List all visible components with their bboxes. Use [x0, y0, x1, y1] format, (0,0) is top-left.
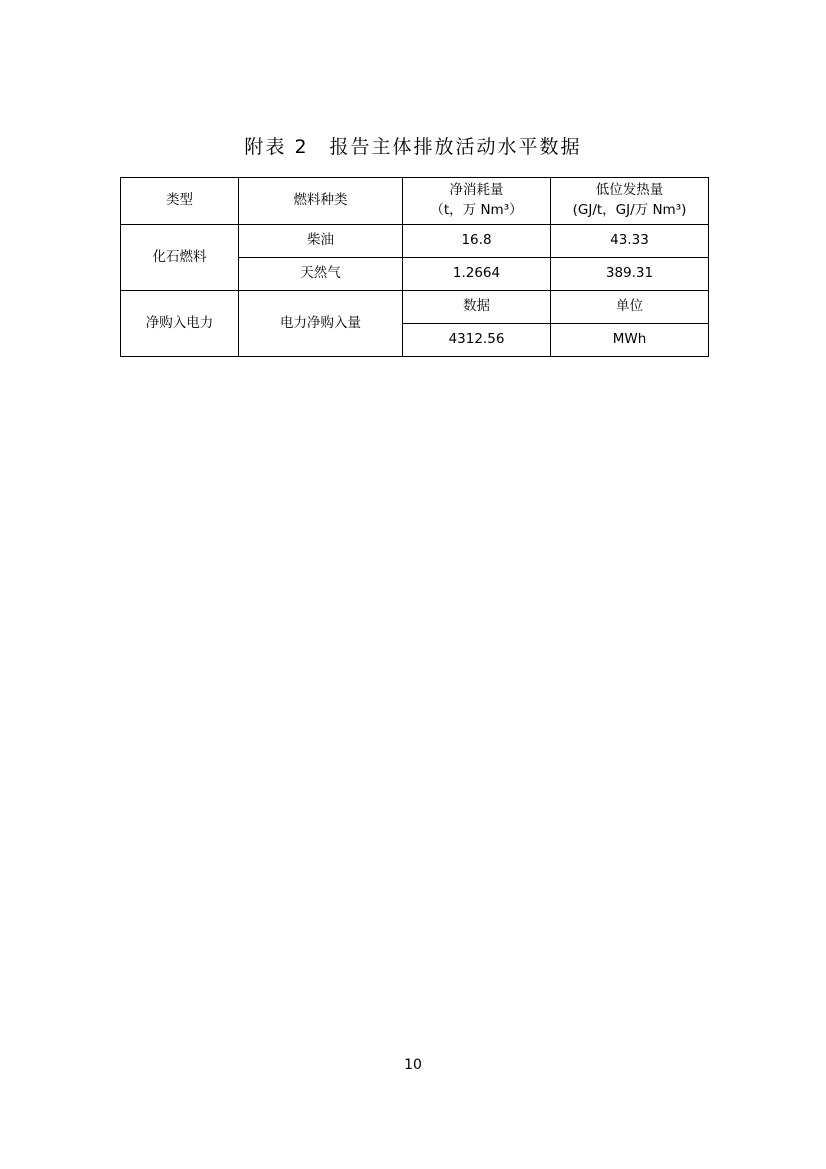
header-lower-heating-line1: 低位发热量	[595, 182, 664, 199]
row-group-fossil-fuel: 化石燃料	[121, 225, 239, 291]
emission-activity-table	[120, 177, 709, 357]
page-title: 附表 2 报告主体排放活动水平数据	[244, 136, 582, 158]
header-fuel-kind: 燃料种类	[239, 178, 403, 225]
page-number: 10	[404, 1057, 422, 1073]
header-lower-heating-line2: (GJ/t，GJ/万 Nm³)	[572, 202, 687, 218]
header-net-consumption-line1: 净消耗量	[449, 182, 504, 199]
header-lower-heating-value	[551, 178, 709, 225]
header-net-consumption-line2: （t，万 Nm³）	[430, 202, 523, 218]
emission-activity-table-wrap	[120, 177, 708, 357]
header-type: 类型	[121, 178, 239, 225]
cell-fuel-natural-gas: 天然气	[239, 258, 403, 291]
cell-heat-diesel: 43.33	[551, 225, 709, 258]
table-row	[121, 225, 709, 258]
cell-electricity-unit: MWh	[551, 324, 709, 357]
cell-fuel-diesel: 柴油	[239, 225, 403, 258]
cell-amount-diesel: 16.8	[403, 225, 551, 258]
cell-heat-natural-gas: 389.31	[551, 258, 709, 291]
table-row	[121, 291, 709, 324]
header-net-consumption	[403, 178, 551, 225]
cell-electricity-unit-header: 单位	[551, 291, 709, 324]
table-header-row	[121, 178, 709, 225]
row-group-net-purchased-electricity: 净购入电力	[121, 291, 239, 357]
cell-electricity-data-header: 数据	[403, 291, 551, 324]
cell-electricity-net-purchase-label: 电力净购入量	[239, 291, 403, 357]
cell-electricity-value: 4312.56	[403, 324, 551, 357]
cell-amount-natural-gas: 1.2664	[403, 258, 551, 291]
